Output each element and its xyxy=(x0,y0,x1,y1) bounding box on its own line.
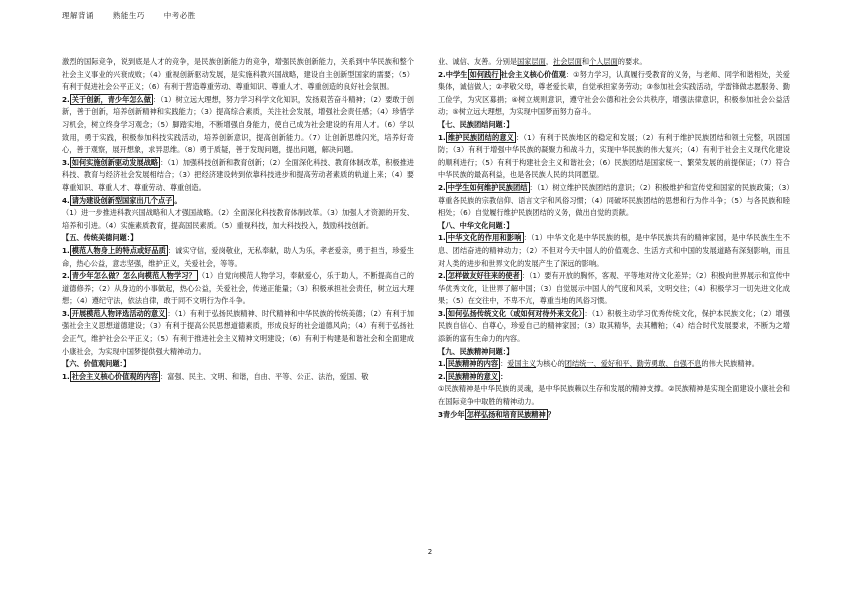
question-title: 民族精神的意义 xyxy=(447,371,499,381)
right-column xyxy=(438,56,790,421)
question-5-1: 1. 模范人物身上的特点或好品质 ：诚实守信，爱岗敬业，无私奉献，助人为乐，孝老爱亲，勇于担当，珍爱生命，热心公益，意志坚强，维护正义，关爱社会，等等。 xyxy=(62,245,414,268)
question-title: 中学生如何维护民族团结 xyxy=(447,182,528,192)
question-2: 2. 关于创新，青少年怎么做 ：（1）树立远大理想，努力学习科学文化知识，发扬艰苦奋斗精神；（2）要敢于创新，善于创新，培养创新精神和实践能力；（3）提高综合素质，关注社会发展，增强社会责任感；（4）珍惜学习机会，树立终身学习观念；（5）脚踏实地，不断增强自身能力，使自己成为社会建设的有用人才。（6）学以致用，勇于实践，积极参加科技实践活动，培养创新意识，提高创新能力。（7）让创新思维闪光，培养好奇心，善于观察，展开想象，求异思维。（8）勇于质疑，善于发现问题，提出问题，解决问题。 xyxy=(62,94,414,155)
header-item: 熟能生巧 xyxy=(112,11,145,20)
question-title: 民族精神的内容 xyxy=(447,359,499,369)
question-title: 怎样弘扬和培育民族精神 xyxy=(466,409,546,419)
question-5-3: 3. 开展模范人物评选活动的意义 ：（1）有利于弘扬民族精神、时代精神和中华民族的传统美德；（2）有利于加强社会主义思想道德建设；（3）有利于提高公民思想道德素质，形成良好的社会道德风尚；（4）有利于弘扬社会正气，维护社会公平正义；（5）有利于推进社会主义精神文明建设；（6）有利于构建是和谐社会和全面建成小康社会，为实现中国梦提供强大精神动力。 xyxy=(62,308,414,356)
paragraph: 激烈的国际竞争，说到底是人才的竞争，是民族创新能力的竞争，增强民族创新能力，关系到中华民族和整个社会主义事业的兴衰成败；（4）重视创新驱动发展，是实施科教兴国战略，建设自主创新型国家的需要；（5）有利于促进社会公平正义；（6）有利于营造尊重劳动、尊重知识、尊重人才、尊重创造的良好社会氛围。 xyxy=(62,57,414,92)
question-5-2: 2. 青少年怎么做？怎么向模范人物学习？ （1）自觉向模范人物学习，奉献爱心，乐于助人，不断提高自己的道德修养；（2）从身边的小事做起，热心公益，关爱社会，传递正能量；（3）积极承担社会责任，树立远大理想；（4）遵纪守法，依法自律，敢于同不文明行为作斗争。 xyxy=(62,271,414,306)
question-title: 关于创新，青少年怎么做 xyxy=(71,94,151,104)
question-7-2: 2. 中学生如何维护民族团结 ：（1）树立维护民族团结的意识；（2）积极维护和宣传党和国家的民族政策；（3）尊重各民族的宗教信仰、语言文字和风俗习惯；（4）同破坏民族团结的思想和行为作斗争；（5）与各民族和睦相处；（6）自觉履行维护民族团结的义务，做出自觉的贡献。 xyxy=(438,182,790,218)
answer-text: ：（1）中华文化是中华民族的根，是中华民族共有的精神家园，是中华民族生生不息、团结奋进的精神动力；（2）不但对今天中国人的价值观念、生活方式和中国的发展道路有深刻影响，而且对人类的进步和世界文化的发展产生了深远的影响。 xyxy=(438,233,790,268)
underlined-term: 爱国主义 xyxy=(507,359,537,369)
question-3: 3. 如何实施创新驱动发展战略 ：（1）加强科技创新和教育创新；（2）全面深化科技、教育体制改革，积极推进科技、教育与经济社会发展相结合；（3）把经济建设转到依靠科技进步和提高劳动者素质的轨道上来；（4）要尊重知识、尊重人才、尊重劳动、尊重创造。 xyxy=(62,157,414,192)
answer-text: ：（1）有利于弘扬民族精神、时代精神和中华民族的传统美德；（2）有利于加强社会主义思想道德建设；（3）有利于提高公民思想道德素质，形成良好的社会道德风尚；（4）有利于弘扬社会正气，维护社会公平正义；（5）有利于推进社会主义精神文明建设；（6）有利于构建是和谐社会和全面建成小康社会，为实现中国梦提供强大精神动力。 xyxy=(62,308,414,356)
question-6-1: 1. 社会主义核心价值观的内容 ：富强、民主、文明、和谐，自由、平等、公正、法治，爱国、敬 xyxy=(62,371,369,381)
question-8-2: 2. 怎样做友好往来的使者 ：（1）要有开放的胸怀，客观、平等地对待文化差异；（2）积极向世界展示和宣传中华优秀文化，让世界了解中国；（3）自觉展示中国人的气度和风采，文明交往；（4）积极学习一切先进文化成果；（5）在交往中，不卑不亢，尊重当地的风俗习惯。 xyxy=(438,271,790,306)
question-9-1: 1. 民族精神的内容 ：爱国主义为核心的团结统一、爱好和平、勤劳勇敢、自强不息的伟大民族精神。 xyxy=(438,359,759,369)
question-title: 如何实施创新驱动发展战略 xyxy=(71,157,159,167)
question-title: 如何践行 xyxy=(469,69,499,79)
header-item: 理解背诵 xyxy=(62,11,94,20)
underlined-term: 国家层面 xyxy=(517,57,546,66)
question-title: 社会主义核心价值观的内容 xyxy=(71,371,158,381)
question-title: 怎样做友好往来的使者 xyxy=(447,271,520,281)
page-header xyxy=(62,10,860,21)
question-title: 模范人物身上的特点或好品质 xyxy=(71,245,166,255)
answer-text: ①民族精神是中华民族的灵魂，是中华民族赖以生存和发展的精神支撑。②民族精神是实现全面建设小康社会和在国际竞争中取胜的精神动力。 xyxy=(438,384,790,407)
question-7-1: 1. 维护民族团结的意义 ：（1）有利于民族地区的稳定和发展；（2）有利于维护民族团结和领土完整，巩固国防；（3）有利于增强中华民族的凝聚力和战斗力，实现中华民族的伟大复兴；（4）有利于社会主义现代化建设的顺利进行；（5）有利于构建社会主义和谐社会；（6）民族团结是国家统一、繁荣发展的前提保证；（7）符合中华民族的最高利益，也是各民族人民的共同愿望。 xyxy=(438,132,790,180)
underlined-term: 团结统一、爱好和平、勤劳勇敢、自强不息 xyxy=(564,359,702,369)
question-4: 4. 请为建设创新型国家出几个点子 。 xyxy=(62,195,182,205)
answer-text: ：（1）要有开放的胸怀，客观、平等地对待文化差异；（2）积极向世界展示和宣传中华优秀文化，让世界了解中国；（3）自觉展示中国人的气度和风采，文明交往；（4）积极学习一切先进文化成果；（5）在交往中，不卑不亢，尊重当地的风俗习惯。 xyxy=(438,271,790,306)
answer-text: ：富强、民主、文明、和谐，自由、平等、公正、法治，爱国、敬 xyxy=(160,371,369,381)
question-8-3: 3. 如何弘扬传统文化（或如何对待外来文化） ：（1）积极主动学习优秀传统文化，保护本民族文化；（2）增强民族自信心、自尊心，珍爱自己的精神家园；（3）取其精华，去其糟粕；（4）结合时代发展要求，不断为之增添新的富有生命力的内容。 xyxy=(438,308,790,344)
question-title: 开展模范人物评选活动的意义 xyxy=(71,308,166,318)
section-heading: 【八、中华文化问题：】 xyxy=(438,220,514,230)
answer-text: （1）进一步推进科教兴国战略和人才强国战略。（2）全面深化科技教育体制改革。（3）加强人才资源的开发、培养和引进。（4）实施素质教育，提高国民素质。（5）重视科技，加大科技投入，鼓励科技创新。 xyxy=(62,208,414,230)
question-title: 青少年怎么做？怎么向模范人物学习？ xyxy=(71,271,196,281)
question-8-1: 1. 中华文化的作用和影响 ：（1）中华文化是中华民族的根，是中华民族共有的精神家园，是中华民族生生不息、团结奋进的精神动力；（2）不但对今天中国人的价值观念、生活方式和中国的发展道路有深刻影响，而且对人类的进步和世界文化的发展产生了深远的影响。 xyxy=(438,233,790,268)
section-heading: 【九、民族精神问题：】 xyxy=(438,346,514,356)
section-heading: 【七、民族团结问题：】 xyxy=(438,119,514,129)
question-6-2: 2.中学生 如何践行 社会主义核心价值观：①努力学习，认真履行受教育的义务，与老师、同学和谐相处，关爱集体，诚信做人；②孝敬父母，尊老爱长辈，自觉承担家务劳动；③参加社会实践活动，学雷锋做志愿服务、勤工俭学，为灾区募捐；④树立规则意识，遵守社会公德和社会公共秩序，增强法律意识，积极参加社会公益活动；⑤树立远大理想，为实现中国梦而努力奋斗。 xyxy=(438,69,790,117)
paragraph: 业、诚信、友善。分别是国家层面，社会层面和个人层面的要求。 xyxy=(438,57,647,66)
answer-text: （1）自觉向模范人物学习，奉献爱心，乐于助人，不断提高自己的道德修养；（2）从身边的小事做起，热心公益，关爱社会，传递正能量；（3）积极承担社会责任，树立远大理想；（4）遵纪守法，依法自律，敢于同不文明行为作斗争。 xyxy=(62,271,414,306)
question-9-3: 3青少年 怎样弘扬和培育民族精神 ？ xyxy=(438,409,555,419)
answer-text: ：（1）加强科技创新和教育创新；（2）全面深化科技、教育体制改革，积极推进科技、教育与经济社会发展相结合；（3）把经济建设转到依靠科技进步和提高劳动者素质的轨道上来；（4）要尊重知识、尊重人才、尊重劳动、尊重创造。 xyxy=(62,157,414,192)
question-title: 中华文化的作用和影响 xyxy=(447,233,522,243)
question-title: 请为建设创新型国家出几个点子 xyxy=(71,195,173,205)
question-title: 如何弘扬传统文化（或如何对待外来文化） xyxy=(447,308,583,318)
answer-text: ：（1）树立远大理想，努力学习科学文化知识，发扬艰苦奋斗精神；（2）要敢于创新，善于创新，培养创新精神和实践能力；（3）提高综合素质，关注社会发展，增强社会责任感；（4）珍惜学习机会，树立终身学习观念；（5）脚踏实地，不断增强自身能力，使自己成为社会建设的有用人才。（6）学以致用，勇于实践，积极参加科技实践活动，培养创新意识，提高创新能力。（7）让创新思维闪光，培养好奇心，善于观察，展开想象，求异思维。（8）勇于质疑，善于发现问题，提出问题，解决问题。 xyxy=(62,94,414,155)
answer-text: ：诚实守信，爱岗敬业，无私奉献，助人为乐，孝老爱亲，勇于担当，珍爱生命，热心公益，意志坚强，维护正义，关爱社会，等等。 xyxy=(62,245,414,268)
underlined-term: 个人层面 xyxy=(589,57,618,66)
question-9-2: 2. 民族精神的意义 ： xyxy=(438,371,508,381)
question-title: 维护民族团结的意义 xyxy=(447,132,515,142)
answer-text: ：（1）积极主动学习优秀传统文化，保护本民族文化；（2）增强民族自信心、自尊心，珍爱自己的精神家园；（3）取其精华，去其糟粕；（4）结合时代发展要求，不断为之增添新的富有生命力的内容。 xyxy=(438,308,790,344)
left-column xyxy=(62,56,414,383)
underlined-term: 社会层面 xyxy=(553,57,582,66)
answer-text: ：①努力学习，认真履行受教育的义务，与老师、同学和谐相处，关爱集体，诚信做人；②孝敬父母，尊老爱长辈，自觉承担家务劳动；③参加社会实践活动，学雷锋做志愿服务、勤工俭学，为灾区募捐；④树立规则意识，遵守社会公德和社会公共秩序，增强法律意识，积极参加社会公益活动；⑤树立远大理想，为实现中国梦而努力奋斗。 xyxy=(438,69,790,117)
page-number: 2 xyxy=(427,548,433,556)
header-item: 中考必胜 xyxy=(163,11,196,20)
section-heading: 【六、价值观问题：】 xyxy=(62,359,131,369)
section-heading: 【五、传统美德问题：】 xyxy=(62,233,138,243)
answer-text: ：（1）树立维护民族团结的意识；（2）积极维护和宣传党和国家的民族政策；（3）尊重各民族的宗教信仰、语言文字和风俗习惯；（4）同破坏民族团结的思想和行为作斗争；（5）与各民族和睦相处；（6）自觉履行维护民族团结的义务，做出自觉的贡献。 xyxy=(438,182,790,218)
answer-text: ：（1）有利于民族地区的稳定和发展；（2）有利于维护民族团结和领土完整，巩固国防；（3）有利于增强中华民族的凝聚力和战斗力，实现中华民族的伟大复兴；（4）有利于社会主义现代化建设的顺利进行；（5）有利于构建社会主义和谐社会；（6）民族团结是国家统一、繁荣发展的前提保证；（7）符合中华民族的最高利益，也是各民族人民的共同愿望。 xyxy=(438,132,790,180)
